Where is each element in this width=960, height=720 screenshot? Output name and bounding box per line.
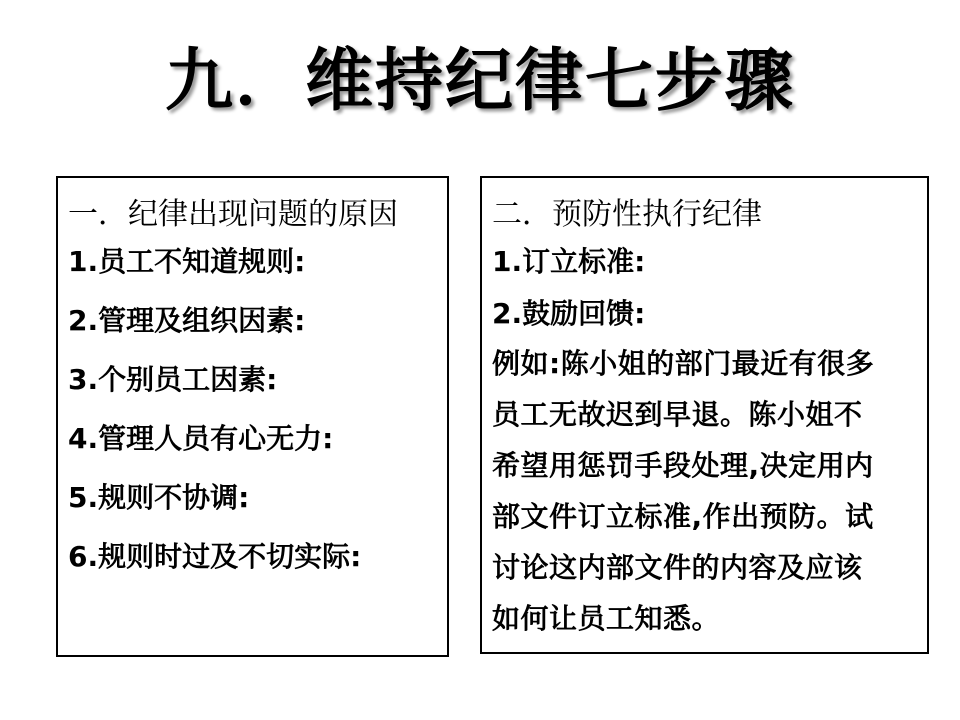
causes-heading: 一．纪律出现问题的原因 (68, 197, 398, 232)
cause-item: 3.个别员工因素: (68, 363, 278, 396)
slide-title: 九．维持纪律七步骤 (164, 42, 795, 121)
prevention-item: 1.订立标准: (492, 245, 646, 278)
cause-item: 4.管理人员有心无力: (68, 422, 334, 455)
cause-item: 5.规则不协调: (68, 481, 250, 514)
example-line: 例如:陈小姐的部门最近有很多 (492, 347, 875, 380)
example-line: 希望用惩罚手段处理,决定用内 (492, 449, 874, 482)
prevention-panel (480, 176, 929, 654)
example-paragraph (492, 338, 917, 644)
example-line: 讨论这内部文件的内容及应该 (492, 551, 863, 584)
cause-item: 1.员工不知道规则: (68, 245, 306, 278)
cause-item: 2.管理及组织因素: (68, 304, 306, 337)
prevention-item: 2.鼓励回馈: (492, 297, 646, 330)
example-line: 部文件订立标准,作出预防。试 (492, 500, 874, 533)
prevention-heading: 二．预防性执行纪律 (492, 197, 762, 232)
cause-item: 6.规则时过及不切实际: (68, 540, 362, 573)
example-line: 员工无故迟到早退。陈小姐不 (492, 398, 863, 431)
causes-panel (56, 176, 449, 657)
example-line: 如何让员工知悉。 (492, 602, 721, 635)
